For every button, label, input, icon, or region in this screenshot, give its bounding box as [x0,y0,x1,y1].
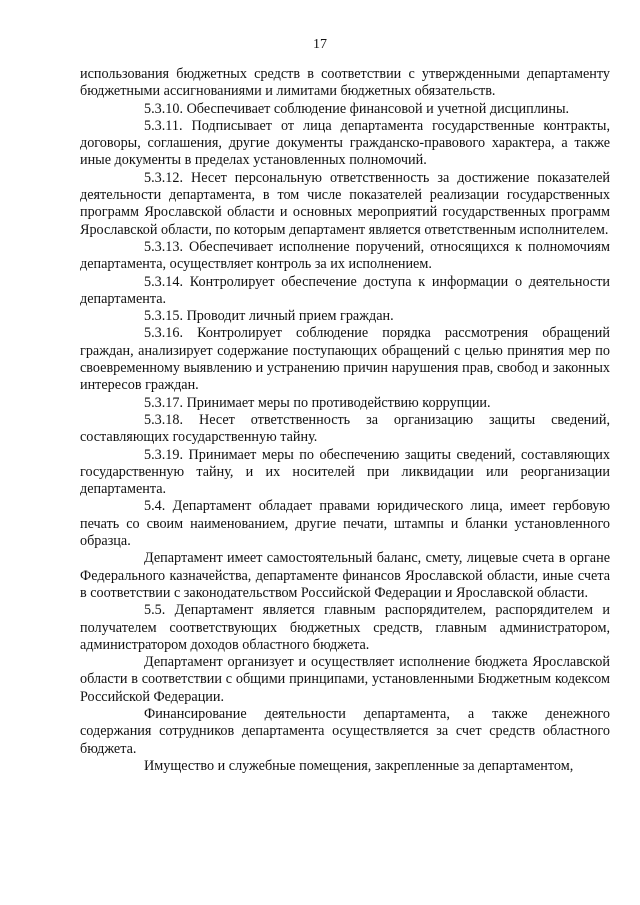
paragraph-5-3-10: 5.3.10. Обеспечивает соблюдение финансовой и учетной дисциплины. [144,100,570,117]
paragraph-balance-accounts: Департамент имеет самостоятельный баланс, смету, лицевые счета в органе Федерального казначейства, департаменте финансов Ярославской области, иные счета в соответствии с законодательством Российской Федерации и Ярославской области. [80,550,610,601]
paragraph-5-5: 5.5. Департамент является главным распорядителем, распорядителем и получателем соответствующих бюджетных средств, главным администратором, администратором доходов областного бюджета. [80,602,610,653]
document-body [80,66,610,775]
paragraph-budget-execution: Департамент организует и осуществляет исполнение бюджета Ярославской области в соответствии с общими принципами, установленными Бюджетным кодексом Российской Федерации. [80,654,610,705]
paragraph-5-3-18: 5.3.18. Несет ответственность за организацию защиты сведений, составляющих государственную тайну. [80,411,610,446]
paragraph-property: Имущество и служебные помещения, закрепленные за департаментом, [144,757,574,774]
paragraph-continuation: использования бюджетных средств в соответствии с утвержденными департаменту бюджетными ассигнованиями и лимитами бюджетных обязательств. [80,66,610,100]
paragraph-5-3-16: 5.3.16. Контролирует соблюдение порядка рассмотрения обращений граждан, анализирует содержание поступающих обращений с целью принятия мер по своевременному выявлению и устранению причин нарушения прав, свобод и законных интересов граждан. [80,325,610,394]
paragraph-financing: Финансирование деятельности департамента, а также денежного содержания сотрудников департамента осуществляется за счет средств областного бюджета. [80,705,610,757]
paragraph-5-4: 5.4. Департамент обладает правами юридического лица, имеет гербовую печать со своим наименованием, другие печати, штампы и бланки установленного образца. [80,498,610,550]
paragraph-5-3-11: 5.3.11. Подписывает от лица департамента государственные контракты, договоры, соглашения, другие документы гражданско-правового характера, а также иные документы в пределах установленных полномочий. [80,117,610,169]
paragraph-5-3-19: 5.3.19. Принимает меры по обеспечению защиты сведений, составляющих государственную тайну, и их носителей при ликвидации или реорганизации департамента. [80,446,610,498]
paragraph-5-3-17: 5.3.17. Принимает меры по противодействию коррупции. [144,394,491,411]
paragraph-5-3-13: 5.3.13. Обеспечивает исполнение поручений, относящихся к полномочиям департамента, осуществляет контроль за их исполнением. [80,238,610,273]
paragraph-5-3-14: 5.3.14. Контролирует обеспечение доступа к информации о деятельности департамента. [80,273,610,307]
page-number: 17 [313,37,327,52]
paragraph-5-3-15: 5.3.15. Проводит личный прием граждан. [144,308,394,325]
paragraph-5-3-12: 5.3.12. Несет персональную ответственность за достижение показателей деятельности департамента, в том числе показателей реализации государственных программ Ярославской области и основных мероприятий государственных программ Ярославской области, по которым департамент является ответственным исполнителем. [80,169,610,238]
